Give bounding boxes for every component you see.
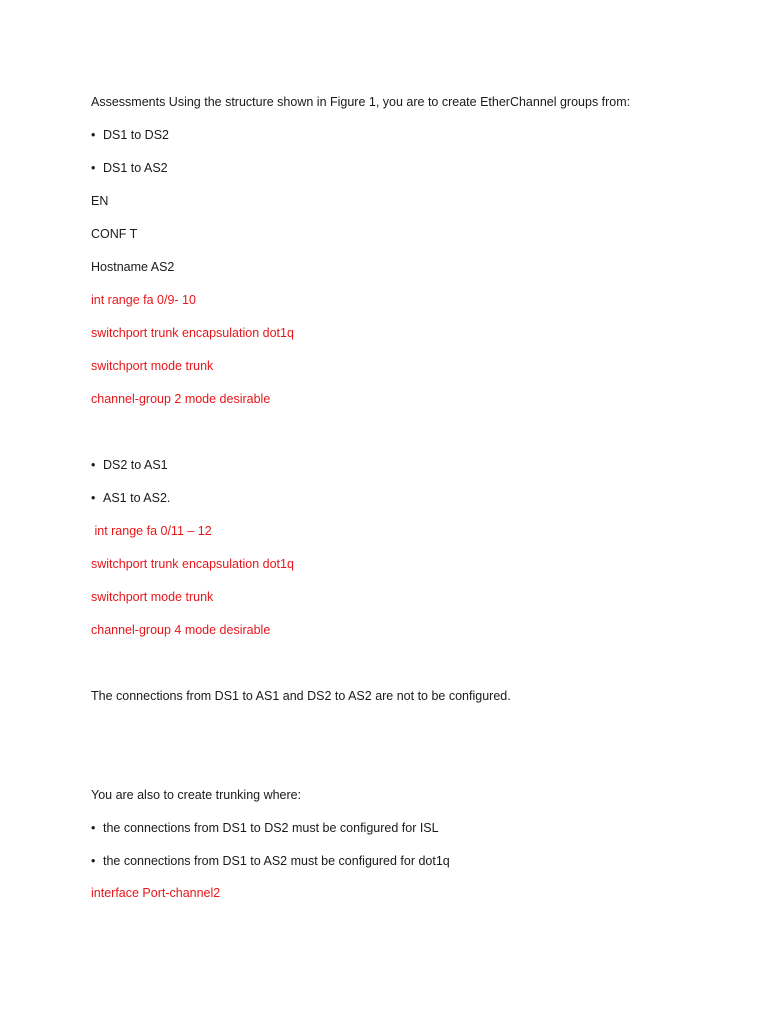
bullet-text: the connections from DS1 to DS2 must be configured for ISL (103, 821, 439, 835)
bullet-icon: • (91, 854, 96, 868)
code-line: channel-group 4 mode desirable (91, 623, 271, 637)
trunking-intro: You are also to create trunking where: (91, 788, 302, 802)
bullet-item-ds1-as2 (91, 160, 168, 176)
bullet-icon: • (91, 491, 96, 505)
intro-paragraph (91, 94, 630, 110)
intro-text: Assessments Using the structure shown in Figure 1, you are to create EtherChannel groups from: (91, 95, 631, 109)
bullet-item-ds1-ds2 (91, 127, 169, 143)
code-line: int range fa 0/9- 10 (91, 293, 196, 307)
bullet-icon: • (91, 458, 96, 472)
code-line: switchport trunk encapsulation dot1q (91, 557, 294, 571)
bullet-item-as1-as2 (91, 490, 170, 506)
code-line: switchport mode trunk (91, 590, 214, 604)
command-en: EN (91, 194, 109, 208)
bullet-text: AS1 to AS2. (103, 491, 171, 505)
bullet-icon: • (91, 821, 96, 835)
command-conf-t: CONF T (91, 227, 138, 241)
code-line: switchport mode trunk (91, 359, 214, 373)
bullet-item-dot1q (91, 853, 450, 869)
command-hostname: Hostname AS2 (91, 260, 175, 274)
bullet-icon: • (91, 161, 96, 175)
bullet-text: DS1 to AS2 (103, 161, 168, 175)
code-line: switchport trunk encapsulation dot1q (91, 326, 294, 340)
code-line: interface Port-channel2 (91, 886, 221, 900)
bullet-text: DS2 to AS1 (103, 458, 168, 472)
bullet-icon: • (91, 128, 96, 142)
bullet-text: the connections from DS1 to AS2 must be configured for dot1q (103, 854, 450, 868)
bullet-item-ds2-as1 (91, 457, 168, 473)
code-line: channel-group 2 mode desirable (91, 392, 271, 406)
note-paragraph: The connections from DS1 to AS1 and DS2 to AS2 are not to be configured. (91, 689, 511, 703)
bullet-item-isl (91, 820, 439, 836)
code-line: int range fa 0/11 – 12 (91, 524, 212, 538)
bullet-text: DS1 to DS2 (103, 128, 170, 142)
